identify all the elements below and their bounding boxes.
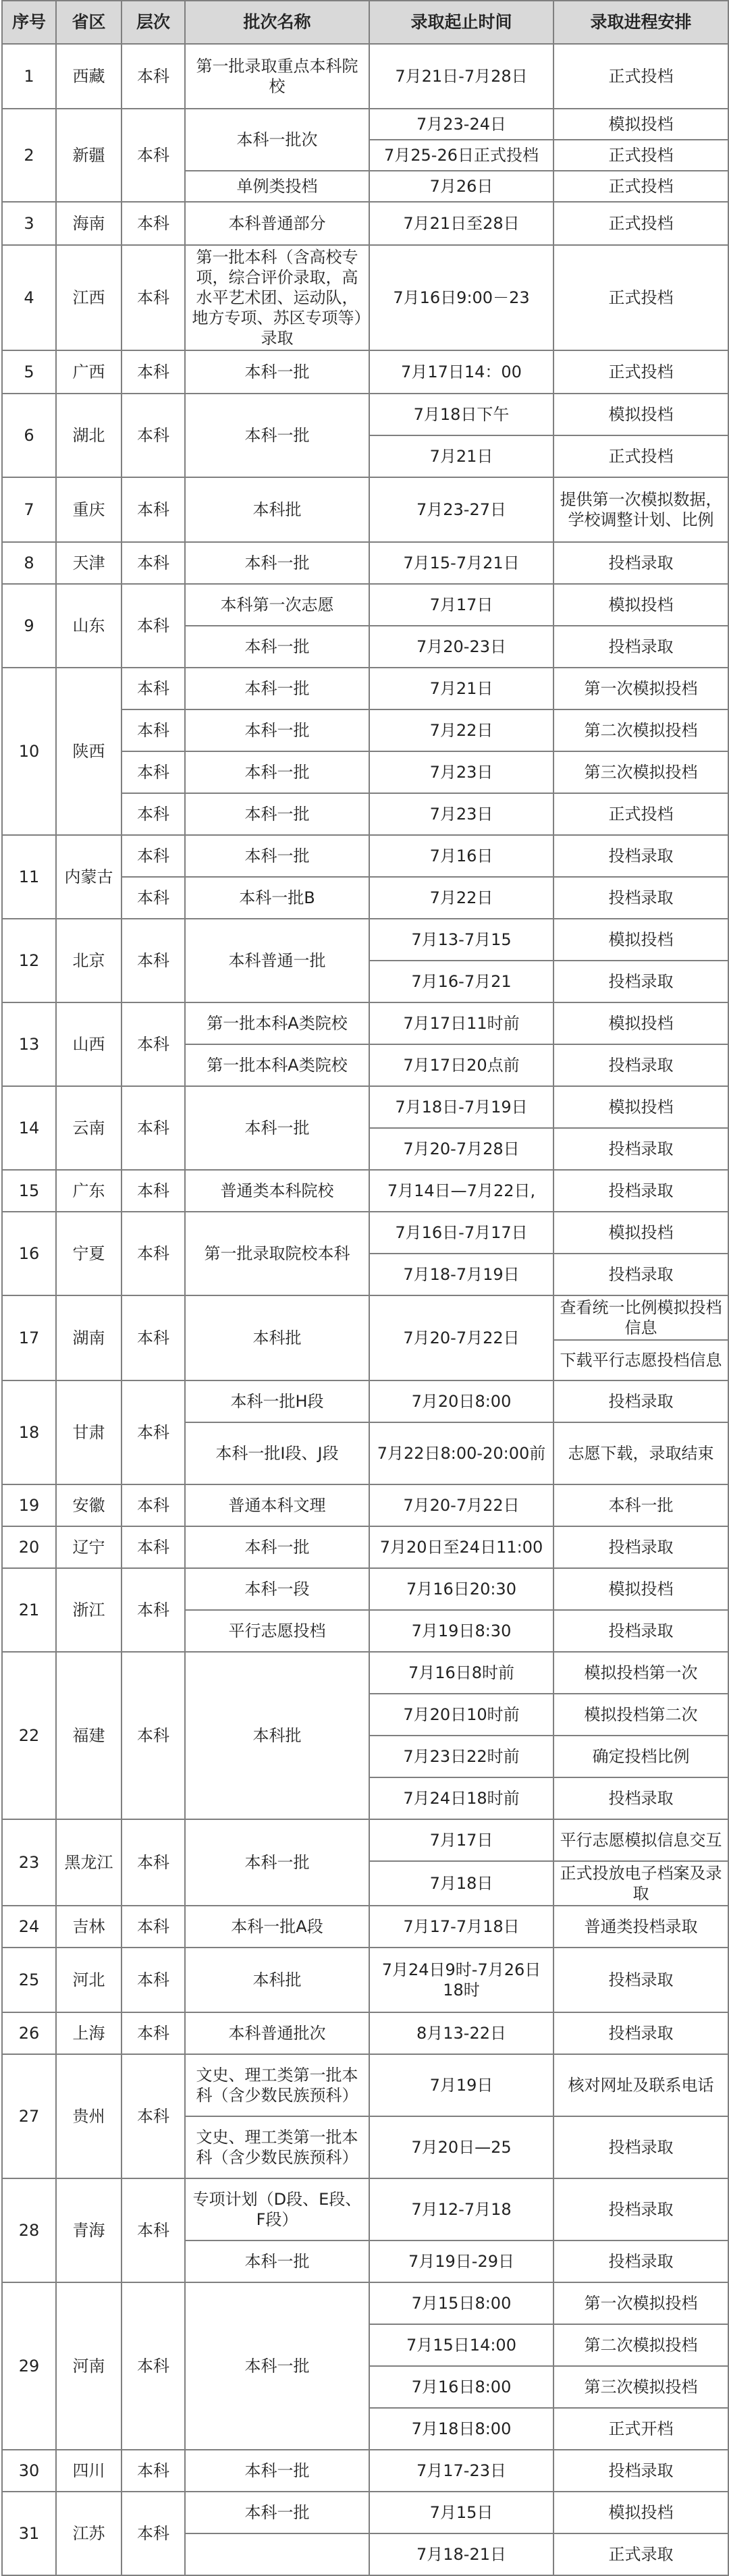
table-row <box>2 202 728 245</box>
row-admission-time: 8月13-22日 <box>369 2012 554 2054</box>
row-seq: 8 <box>2 542 56 584</box>
row-province: 天津 <box>56 542 122 584</box>
row-batch-name: 本科一批 <box>185 793 369 835</box>
table-row <box>2 1948 728 2012</box>
row-admission-time: 7月17日 <box>369 584 554 626</box>
row-admission-time: 7月13-7月15 <box>369 919 554 961</box>
row-admission-time: 7月21日-7月28日 <box>369 44 554 109</box>
row-level: 本科 <box>122 1086 185 1170</box>
row-batch-name: 本科一批 <box>185 709 369 751</box>
row-level: 本科 <box>122 1948 185 2012</box>
row-province: 山西 <box>56 1002 122 1086</box>
row-admission-time: 7月26日 <box>369 171 554 202</box>
row-arrangement: 普通类投档录取 <box>554 1906 728 1948</box>
row-admission-time: 7月23-27日 <box>369 477 554 542</box>
row-arrangement: 下载平行志愿投档信息 <box>554 1340 728 1380</box>
row-batch-name: 本科一批 <box>185 542 369 584</box>
row-seq: 23 <box>2 1819 56 1906</box>
row-province: 四川 <box>56 2450 122 2492</box>
row-level: 本科 <box>122 1170 185 1212</box>
row-batch-name: 第一批本科A类院校 <box>185 1002 369 1044</box>
row-arrangement: 第一次模拟投档 <box>554 668 728 709</box>
row-seq: 27 <box>2 2054 56 2178</box>
row-batch-name: 本科普通一批 <box>185 919 369 1002</box>
row-admission-time: 7月16日 <box>369 835 554 877</box>
row-arrangement: 平行志愿模拟信息交互 <box>554 1819 728 1861</box>
row-batch-name: 平行志愿投档 <box>185 1610 369 1652</box>
row-admission-time: 7月20日8:00 <box>369 1380 554 1422</box>
row-level: 本科 <box>122 2012 185 2054</box>
row-arrangement: 第二次模拟投档 <box>554 709 728 751</box>
table-row <box>2 2492 728 2533</box>
row-level: 本科 <box>122 1568 185 1652</box>
row-admission-time: 7月23-24日 <box>369 109 554 140</box>
row-arrangement: 投档录取 <box>554 542 728 584</box>
row-admission-time: 7月20-23日 <box>369 626 554 668</box>
row-level: 本科 <box>122 1652 185 1819</box>
row-admission-time: 7月22日 <box>369 877 554 919</box>
row-batch-name: 本科一批 <box>185 1086 369 1170</box>
row-level: 本科 <box>122 2054 185 2178</box>
row-province: 海南 <box>56 202 122 245</box>
row-level: 本科 <box>122 1526 185 1568</box>
row-admission-time: 7月16日9:00－23 <box>369 245 554 350</box>
row-arrangement: 正式投档 <box>554 245 728 350</box>
row-seq: 25 <box>2 1948 56 2012</box>
row-province: 宁夏 <box>56 1212 122 1295</box>
table-row <box>2 584 728 626</box>
row-level: 本科 <box>122 2492 185 2575</box>
row-admission-time: 7月23日 <box>369 793 554 835</box>
row-arrangement: 模拟投档 <box>554 584 728 626</box>
row-seq: 20 <box>2 1526 56 1568</box>
row-batch-name: 本科批 <box>185 477 369 542</box>
row-admission-time: 7月17日14：00 <box>369 350 554 394</box>
row-batch-name: 本科批 <box>185 1295 369 1380</box>
row-admission-time: 7月15日14:00 <box>369 2324 554 2366</box>
row-arrangement: 模拟投档 <box>554 394 728 435</box>
header-time: 录取起止时间 <box>369 1 554 44</box>
row-arrangement: 投档录取 <box>554 2240 728 2282</box>
row-batch-name: 本科第一次志愿 <box>185 584 369 626</box>
row-arrangement: 第二次模拟投档 <box>554 2324 728 2366</box>
row-arrangement: 投档录取 <box>554 835 728 877</box>
row-admission-time: 7月18-21日 <box>369 2533 554 2575</box>
row-level: 本科 <box>122 1380 185 1484</box>
row-admission-time: 7月16-7月21 <box>369 961 554 1002</box>
row-province: 山东 <box>56 584 122 668</box>
row-province: 浙江 <box>56 1568 122 1652</box>
row-admission-time: 7月12-7月18 <box>369 2178 554 2240</box>
table-row <box>2 1295 728 1340</box>
row-province: 福建 <box>56 1652 122 1819</box>
row-arrangement: 投档录取 <box>554 1948 728 2012</box>
header-seq: 序号 <box>2 1 56 44</box>
table-row <box>2 2450 728 2492</box>
row-arrangement: 模拟投档 <box>554 919 728 961</box>
row-admission-time: 7月20日至24日11:00 <box>369 1526 554 1568</box>
row-arrangement: 第三次模拟投档 <box>554 2366 728 2408</box>
row-admission-time: 7月22日 <box>369 709 554 751</box>
row-arrangement: 投档录取 <box>554 1380 728 1422</box>
row-batch-name: 本科一批H段 <box>185 1380 369 1422</box>
table-row <box>2 1380 728 1422</box>
row-level: 本科 <box>122 2178 185 2282</box>
row-level: 本科 <box>122 751 185 793</box>
row-province: 青海 <box>56 2178 122 2282</box>
table-row <box>2 835 728 877</box>
row-batch-name: 本科一批 <box>185 1526 369 1568</box>
row-seq: 29 <box>2 2282 56 2450</box>
row-admission-time: 7月17日11时前 <box>369 1002 554 1044</box>
row-arrangement: 正式投档 <box>554 435 728 477</box>
row-arrangement: 投档录取 <box>554 877 728 919</box>
row-seq: 30 <box>2 2450 56 2492</box>
row-arrangement: 正式录取 <box>554 2533 728 2575</box>
row-arrangement: 模拟投档第二次 <box>554 1694 728 1736</box>
row-arrangement: 投档录取 <box>554 1254 728 1295</box>
row-level: 本科 <box>122 245 185 350</box>
row-level: 本科 <box>122 350 185 394</box>
row-batch-name: 本科一批 <box>185 2240 369 2282</box>
row-seq: 26 <box>2 2012 56 2054</box>
row-level: 本科 <box>122 2450 185 2492</box>
row-arrangement: 查看统一比例模拟投档信息 <box>554 1295 728 1340</box>
row-arrangement: 模拟投档 <box>554 2492 728 2533</box>
row-seq: 28 <box>2 2178 56 2282</box>
table-row <box>2 919 728 961</box>
row-province: 内蒙古 <box>56 835 122 919</box>
table-row <box>2 2282 728 2324</box>
row-batch-name: 单例类投档 <box>185 171 369 202</box>
row-batch-name: 本科一批 <box>185 2492 369 2533</box>
row-batch-name: 本科一批A段 <box>185 1906 369 1948</box>
header-province: 省区 <box>56 1 122 44</box>
table-row <box>2 1819 728 1861</box>
row-admission-time: 7月14日—7月22日, <box>369 1170 554 1212</box>
row-arrangement: 投档录取 <box>554 1526 728 1568</box>
table-row <box>2 1906 728 1948</box>
row-seq: 3 <box>2 202 56 245</box>
row-admission-time: 7月25-26日正式投档 <box>369 140 554 171</box>
table-row <box>2 1002 728 1044</box>
row-level: 本科 <box>122 202 185 245</box>
row-seq: 21 <box>2 1568 56 1652</box>
row-province: 贵州 <box>56 2054 122 2178</box>
row-batch-name: 普通类本科院校 <box>185 1170 369 1212</box>
row-batch-name: 本科一批 <box>185 394 369 477</box>
row-level: 本科 <box>122 793 185 835</box>
row-admission-time: 7月19日 <box>369 2054 554 2116</box>
row-province: 西藏 <box>56 44 122 109</box>
row-province: 吉林 <box>56 1906 122 1948</box>
row-arrangement: 正式投档 <box>554 171 728 202</box>
table-row <box>2 2178 728 2240</box>
row-seq: 9 <box>2 584 56 668</box>
row-level: 本科 <box>122 1819 185 1906</box>
row-level: 本科 <box>122 2282 185 2450</box>
table-row <box>2 1086 728 1128</box>
row-arrangement: 正式投档 <box>554 350 728 394</box>
row-seq: 15 <box>2 1170 56 1212</box>
row-arrangement: 投档录取 <box>554 1610 728 1652</box>
row-seq: 10 <box>2 668 56 835</box>
row-seq: 11 <box>2 835 56 919</box>
row-admission-time: 7月18日下午 <box>369 394 554 435</box>
row-arrangement: 本科一批 <box>554 1484 728 1526</box>
row-seq: 17 <box>2 1295 56 1380</box>
row-arrangement: 投档录取 <box>554 626 728 668</box>
row-province: 河北 <box>56 1948 122 2012</box>
table-row <box>2 350 728 394</box>
row-arrangement: 投档录取 <box>554 1170 728 1212</box>
row-arrangement: 核对网址及联系电话 <box>554 2054 728 2116</box>
row-province: 安徽 <box>56 1484 122 1526</box>
row-province: 新疆 <box>56 109 122 202</box>
row-level: 本科 <box>122 1484 185 1526</box>
row-batch-name: 第一批本科A类院校 <box>185 1044 369 1086</box>
row-batch-name <box>185 2533 369 2575</box>
row-province: 上海 <box>56 2012 122 2054</box>
row-arrangement: 投档录取 <box>554 1044 728 1086</box>
row-admission-time: 7月15-7月21日 <box>369 542 554 584</box>
row-seq: 22 <box>2 1652 56 1819</box>
row-admission-time: 7月20-7月22日 <box>369 1295 554 1380</box>
row-province: 江西 <box>56 245 122 350</box>
row-seq: 1 <box>2 44 56 109</box>
row-batch-name: 文史、理工类第一批本科（含少数民族预科） <box>185 2054 369 2116</box>
row-admission-time: 7月24日9时-7月26日18时 <box>369 1948 554 2012</box>
table-row <box>2 1526 728 1568</box>
row-batch-name: 本科一批 <box>185 751 369 793</box>
row-batch-name: 本科一批 <box>185 668 369 709</box>
header-batch: 批次名称 <box>185 1 369 44</box>
row-batch-name: 第一批录取重点本科院校 <box>185 44 369 109</box>
row-seq: 5 <box>2 350 56 394</box>
admission-schedule-table <box>1 0 729 2576</box>
row-arrangement: 正式投档 <box>554 140 728 171</box>
table-row <box>2 2012 728 2054</box>
row-seq: 31 <box>2 2492 56 2575</box>
row-arrangement: 投档录取 <box>554 961 728 1002</box>
row-batch-name: 第一批本科（含高校专项，综合评价录取，高水平艺术团、运动队，地方专项、苏区专项等）录取 <box>185 245 369 350</box>
table-row <box>2 1652 728 1694</box>
row-arrangement: 正式投档 <box>554 202 728 245</box>
row-admission-time: 7月22日8:00-20:00前 <box>369 1422 554 1484</box>
row-arrangement: 投档录取 <box>554 1128 728 1170</box>
table-row <box>2 44 728 109</box>
row-level: 本科 <box>122 394 185 477</box>
row-admission-time: 7月17日 <box>369 1819 554 1861</box>
row-arrangement: 模拟投档 <box>554 1086 728 1128</box>
row-arrangement: 第三次模拟投档 <box>554 751 728 793</box>
row-arrangement: 模拟投档 <box>554 1568 728 1610</box>
row-batch-name: 文史、理工类第一批本科（含少数民族预科） <box>185 2116 369 2178</box>
row-admission-time: 7月20-7月22日 <box>369 1484 554 1526</box>
row-level: 本科 <box>122 1906 185 1948</box>
row-seq: 4 <box>2 245 56 350</box>
row-admission-time: 7月18日 <box>369 1861 554 1906</box>
row-batch-name: 本科普通批次 <box>185 2012 369 2054</box>
row-level: 本科 <box>122 877 185 919</box>
row-admission-time: 7月21日至28日 <box>369 202 554 245</box>
row-seq: 7 <box>2 477 56 542</box>
row-province: 广东 <box>56 1170 122 1212</box>
row-batch-name: 本科普通部分 <box>185 202 369 245</box>
row-level: 本科 <box>122 1295 185 1380</box>
row-batch-name: 本科一批B <box>185 877 369 919</box>
row-arrangement: 正式投档 <box>554 793 728 835</box>
row-level: 本科 <box>122 109 185 202</box>
row-batch-name: 普通本科文理 <box>185 1484 369 1526</box>
table-row <box>2 109 728 140</box>
row-province: 辽宁 <box>56 1526 122 1568</box>
row-level: 本科 <box>122 477 185 542</box>
table-row <box>2 668 728 709</box>
row-batch-name: 本科一段 <box>185 1568 369 1610</box>
row-province: 广西 <box>56 350 122 394</box>
row-admission-time: 7月20-7月28日 <box>369 1128 554 1170</box>
row-arrangement: 模拟投档 <box>554 1002 728 1044</box>
row-arrangement: 投档录取 <box>554 2012 728 2054</box>
row-arrangement: 投档录取 <box>554 2450 728 2492</box>
row-admission-time: 7月18日-7月19日 <box>369 1086 554 1128</box>
row-admission-time: 7月19日-29日 <box>369 2240 554 2282</box>
row-arrangement: 模拟投档 <box>554 1212 728 1254</box>
row-admission-time: 7月15日 <box>369 2492 554 2533</box>
row-arrangement: 模拟投档第一次 <box>554 1652 728 1694</box>
table-row <box>2 542 728 584</box>
table-row <box>2 1212 728 1254</box>
row-arrangement: 志愿下载，录取结束 <box>554 1422 728 1484</box>
row-seq: 13 <box>2 1002 56 1086</box>
table-row <box>2 394 728 435</box>
table-row <box>2 477 728 542</box>
row-province: 北京 <box>56 919 122 1002</box>
row-admission-time: 7月16日-7月17日 <box>369 1212 554 1254</box>
table-row <box>2 1170 728 1212</box>
header-arrangement: 录取进程安排 <box>554 1 728 44</box>
row-arrangement: 投档录取 <box>554 2178 728 2240</box>
row-level: 本科 <box>122 584 185 668</box>
row-province: 江苏 <box>56 2492 122 2575</box>
row-admission-time: 7月23日 <box>369 751 554 793</box>
row-batch-name: 本科一批 <box>185 2282 369 2450</box>
row-province: 湖北 <box>56 394 122 477</box>
row-admission-time: 7月16日8:00 <box>369 2366 554 2408</box>
row-batch-name: 本科一批 <box>185 626 369 668</box>
table-row <box>2 2054 728 2116</box>
row-admission-time: 7月20日—25 <box>369 2116 554 2178</box>
row-admission-time: 7月20日10时前 <box>369 1694 554 1736</box>
row-level: 本科 <box>122 44 185 109</box>
row-seq: 24 <box>2 1906 56 1948</box>
row-arrangement: 第一次模拟投档 <box>554 2282 728 2324</box>
row-province: 湖南 <box>56 1295 122 1380</box>
row-batch-name: 本科一批 <box>185 2450 369 2492</box>
row-seq: 2 <box>2 109 56 202</box>
row-batch-name: 本科一批I段、J段 <box>185 1422 369 1484</box>
row-level: 本科 <box>122 709 185 751</box>
row-province: 甘肃 <box>56 1380 122 1484</box>
header-row <box>2 1 728 44</box>
row-batch-name: 本科一批次 <box>185 109 369 171</box>
row-seq: 12 <box>2 919 56 1002</box>
row-arrangement: 正式开档 <box>554 2408 728 2450</box>
table-body <box>2 44 728 2575</box>
row-province: 重庆 <box>56 477 122 542</box>
table-row <box>2 245 728 350</box>
row-seq: 18 <box>2 1380 56 1484</box>
row-level: 本科 <box>122 835 185 877</box>
row-seq: 6 <box>2 394 56 477</box>
row-admission-time: 7月19日8:30 <box>369 1610 554 1652</box>
row-admission-time: 7月15日8:00 <box>369 2282 554 2324</box>
row-admission-time: 7月17-23日 <box>369 2450 554 2492</box>
row-admission-time: 7月23日22时前 <box>369 1736 554 1777</box>
row-arrangement: 投档录取 <box>554 1777 728 1819</box>
table-row <box>2 1484 728 1526</box>
row-admission-time: 7月17-7月18日 <box>369 1906 554 1948</box>
row-admission-time: 7月18日8:00 <box>369 2408 554 2450</box>
row-arrangement: 投档录取 <box>554 2116 728 2178</box>
row-batch-name: 本科一批 <box>185 1819 369 1906</box>
row-level: 本科 <box>122 1002 185 1086</box>
row-batch-name: 专项计划（D段、E段、F段） <box>185 2178 369 2240</box>
row-batch-name: 本科一批 <box>185 350 369 394</box>
row-admission-time: 7月16日8时前 <box>369 1652 554 1694</box>
row-level: 本科 <box>122 668 185 709</box>
row-level: 本科 <box>122 542 185 584</box>
row-admission-time: 7月18-7月19日 <box>369 1254 554 1295</box>
row-province: 黑龙江 <box>56 1819 122 1906</box>
row-admission-time: 7月21日 <box>369 435 554 477</box>
row-seq: 14 <box>2 1086 56 1170</box>
row-province: 陕西 <box>56 668 122 835</box>
row-seq: 19 <box>2 1484 56 1526</box>
row-seq: 16 <box>2 1212 56 1295</box>
row-level: 本科 <box>122 919 185 1002</box>
row-arrangement: 正式投放电子档案及录取 <box>554 1861 728 1906</box>
row-arrangement: 正式投档 <box>554 44 728 109</box>
row-arrangement: 模拟投档 <box>554 109 728 140</box>
row-admission-time: 7月16日20:30 <box>369 1568 554 1610</box>
row-batch-name: 本科批 <box>185 1652 369 1819</box>
row-batch-name: 本科批 <box>185 1948 369 2012</box>
row-admission-time: 7月21日 <box>369 668 554 709</box>
row-admission-time: 7月17日20点前 <box>369 1044 554 1086</box>
table-row <box>2 1568 728 1610</box>
row-arrangement: 提供第一次模拟数据，学校调整计划、比例 <box>554 477 728 542</box>
row-admission-time: 7月24日18时前 <box>369 1777 554 1819</box>
row-batch-name: 本科一批 <box>185 835 369 877</box>
row-province: 河南 <box>56 2282 122 2450</box>
row-batch-name: 第一批录取院校本科 <box>185 1212 369 1295</box>
header-level: 层次 <box>122 1 185 44</box>
row-level: 本科 <box>122 1212 185 1295</box>
row-arrangement: 确定投档比例 <box>554 1736 728 1777</box>
row-province: 云南 <box>56 1086 122 1170</box>
